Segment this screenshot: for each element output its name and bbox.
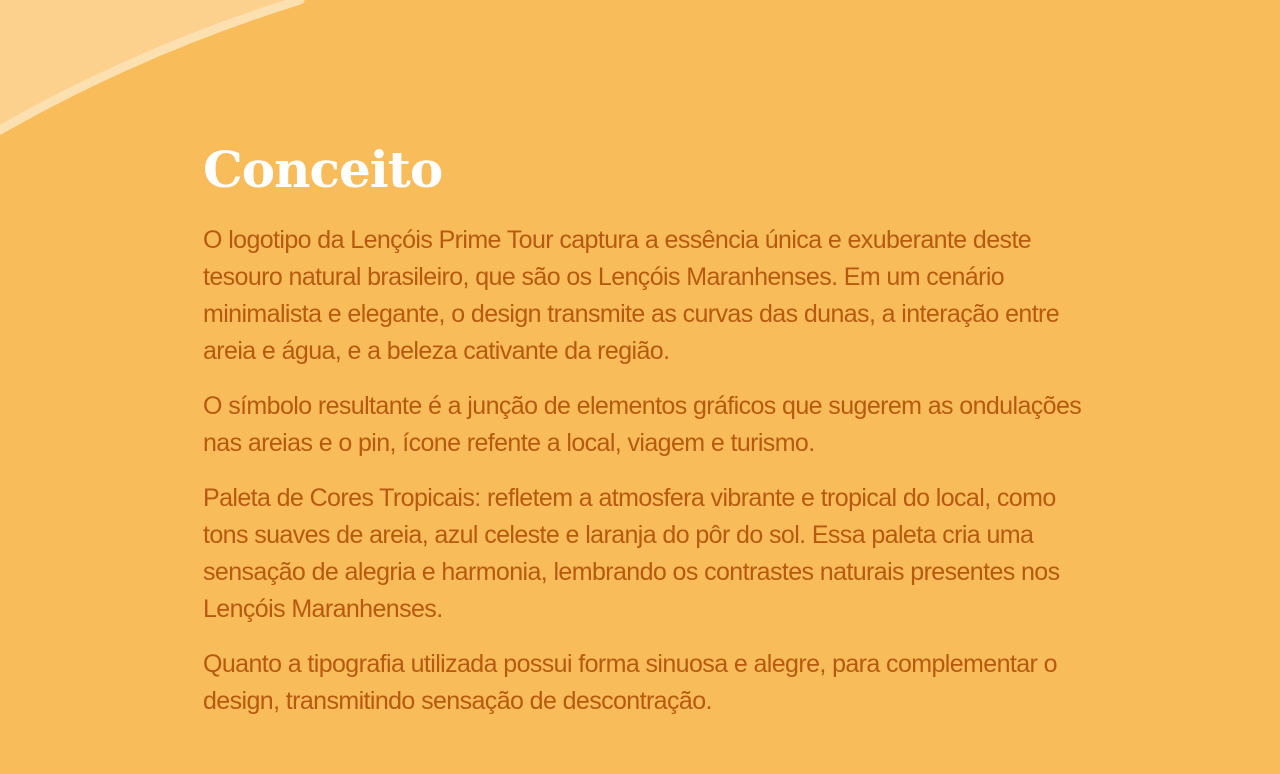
concept-section — [203, 138, 1103, 738]
paragraph-typography: Quanto a tipografia utilizada possui forma sinuosa e alegre, para complementar o design, transmitindo sensação de descontração. — [203, 650, 1057, 715]
page-title: Conceito — [203, 140, 443, 199]
paragraph-symbol: O símbolo resultante é a junção de elementos gráficos que sugerem as ondulações nas areias e o pin, ícone refente a local, viagem e turismo. — [203, 392, 1082, 457]
paragraph-logo-description: O logotipo da Lençóis Prime Tour captura a essência única e exuberante deste tesouro natural brasileiro, que são os Lençóis Maranhenses. Em um cenário minimalista e elegante, o design transmite as curvas das dunas, a interação entre areia e água, e a beleza cativante da região. — [203, 226, 1060, 365]
corner-swoosh-decoration — [0, 0, 320, 150]
paragraph-color-palette: Paleta de Cores Tropicais: refletem a atmosfera vibrante e tropical do local, como tons suaves de areia, azul celeste e laranja do pôr do sol. Essa paleta cria uma sensação de alegria e harmonia, lembrando os contrastes naturais presentes nos Lençóis Maranhenses. — [203, 484, 1060, 623]
